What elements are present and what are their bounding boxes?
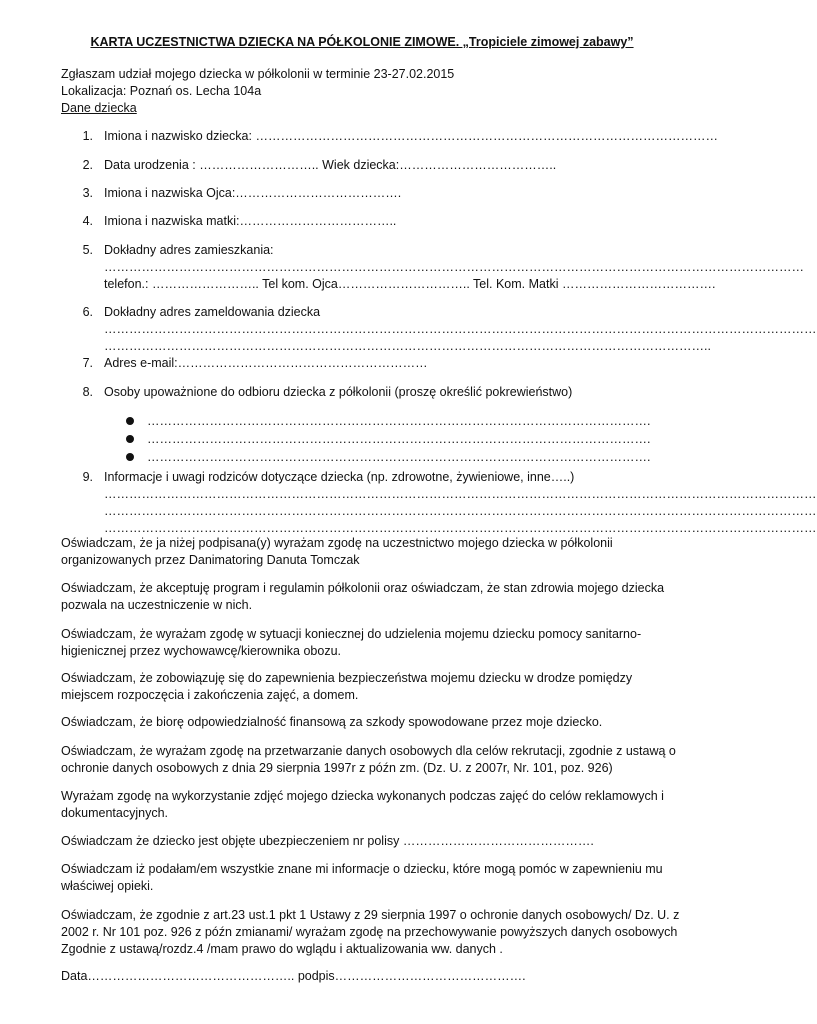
date-signature-field[interactable]: Data………………………………………….. podpis………………………………………. (61, 969, 526, 983)
statement-data-processing: Oświadczam, że wyrażam zgodę na przetwarzanie danych osobowych dla celów rekrutacji, zgodnie z ustawą o ochronie danych osobowych z dnia 29 sierpnia 1997r z późn zm. (Dz. U. z 2007r, Nr. 101, poz. 926) (61, 744, 676, 775)
statement-photo-consent: Wyrażam zgodę na wykorzystanie zdjęć mojego dziecka wykonanych podczas zajęć do celów reklamowych i dokumentacyjnych. (61, 789, 664, 820)
statement-participation: Oświadczam, że ja niżej podpisana(y) wyrażam zgodę na uczestnictwo mojego dziecka w półkolonii organizowanych przez Danimatoring Danuta Tomczak (61, 536, 613, 567)
parent-notes-field[interactable]: ……………………………………………………………………………………………………………………………………………………… (104, 487, 817, 501)
child-name-field[interactable]: Imiona i nazwisko dziecka: ………………………………………………………………………………………………… (104, 129, 718, 143)
section-heading-child-data: Dane dziecka (61, 101, 137, 115)
birth-date-age-field[interactable]: Data urodzenia : ……………………….. Wiek dziecka:……………………………….. (104, 158, 557, 172)
registered-address-field[interactable]: ……………………………………………………………………………………………………………………………………………………… (104, 322, 817, 336)
bullet-icon (126, 453, 134, 461)
statement-financial-liability: Oświadczam, że biorę odpowiedzialność finansową za szkody spowodowane przez moje dziecko. (61, 715, 603, 729)
statement-information-provided: Oświadczam iż podałam/em wszystkie znane mi informacje o dziecku, które mogą pomóc w zapewnieniu mu właściwej opieki. (61, 862, 663, 893)
statement-travel-safety: Oświadczam, że zobowiązuję się do zapewnienia bezpieczeństwa mojemu dziecku w drodze pomiędzy miejscem rozpoczęcia i zakończenia zajęć, a domem. (61, 671, 633, 702)
authorized-person-field[interactable]: …………………………………………………………………………………………………………. (147, 414, 651, 428)
home-address-label: Dokładny adres zamieszkania: (104, 243, 274, 257)
authorized-persons-label: Osoby upoważnione do odbioru dziecka z półkolonii (proszę określić pokrewieństwo) (104, 385, 573, 399)
item-number: 2. (82, 158, 93, 172)
item-number: 8. (82, 385, 93, 399)
authorized-person-field[interactable]: …………………………………………………………………………………………………………. (147, 450, 651, 464)
intro-location: Lokalizacja: Poznań os. Lecha 104a (61, 84, 262, 98)
form-title: KARTA UCZESTNICTWA DZIECKA NA PÓŁKOLONIE ZIMOWE. „Tropiciele zimowej zabawy” (90, 35, 634, 49)
item-number: 3. (82, 186, 93, 200)
intro-term: Zgłaszam udział mojego dziecka w półkolonii w terminie 23-27.02.2015 (61, 67, 455, 81)
item-number: 6. (82, 305, 93, 319)
parent-notes-field[interactable]: ……………………………………………………………………………………………………………………………………………………… (104, 521, 817, 535)
home-address-field[interactable]: …………………………………………………………………………………………………………………………………………………… (104, 260, 804, 274)
parent-notes-label: Informacje i uwagi rodziców dotyczące dziecka (np. zdrowotne, żywieniowe, inne…..) (104, 470, 575, 484)
item-number: 1. (82, 129, 93, 143)
registered-address-field[interactable]: ……………………………………………………………………………………………………………………………….. (104, 339, 711, 353)
email-field[interactable]: Adres e-mail:…………………………………………………… (104, 356, 428, 370)
item-number: 7. (82, 356, 93, 370)
bullet-icon (126, 417, 134, 425)
item-number: 4. (82, 214, 93, 228)
authorized-person-field[interactable]: …………………………………………………………………………………………………………. (147, 432, 651, 446)
statement-data-storage: Oświadczam, że zgodnie z art.23 ust.1 pkt 1 Ustawy z 29 sierpnia 1997 o ochronie danych osobowych/ Dz. U. z 2002 r. Nr 101 poz. 926 z późn zmianami/ wyrażam zgodę na przechowywanie powyższych danych osobowych Zgodnie z ustawą/rozdz.4 /mam prawo do wglądu i aktualizowania ww. danych . (61, 908, 680, 956)
mother-name-field[interactable]: Imiona i nazwiska matki:……………………………….. (104, 214, 397, 228)
statement-insurance: Oświadczam że dziecko jest objęte ubezpieczeniem nr polisy ………………………………………. (61, 834, 594, 848)
statement-program-acceptance: Oświadczam, że akceptuję program i regulamin półkolonii oraz oświadczam, że stan zdrowia mojego dziecka pozwala na uczestniczenie w nich. (61, 581, 665, 612)
registered-address-label: Dokładny adres zameldowania dziecka (104, 305, 321, 319)
statement-medical-aid: Oświadczam, że wyrażam zgodę w sytuacji koniecznej do udzielenia mojemu dziecku pomocy sanitarno- higienicznej przez wychowawcę/kierownika obozu. (61, 627, 642, 658)
item-number: 9. (82, 470, 93, 484)
bullet-icon (126, 435, 134, 443)
item-number: 5. (82, 243, 93, 257)
parent-notes-field[interactable]: ……………………………………………………………………………………………………………………………………………………… (104, 504, 817, 518)
phone-numbers-field[interactable]: telefon.: …………………….. Tel kom. Ojca………………………….. Tel. Kom. Matki ………………………………. (104, 277, 716, 291)
father-name-field[interactable]: Imiona i nazwiska Ojca:…………………………………. (104, 186, 402, 200)
